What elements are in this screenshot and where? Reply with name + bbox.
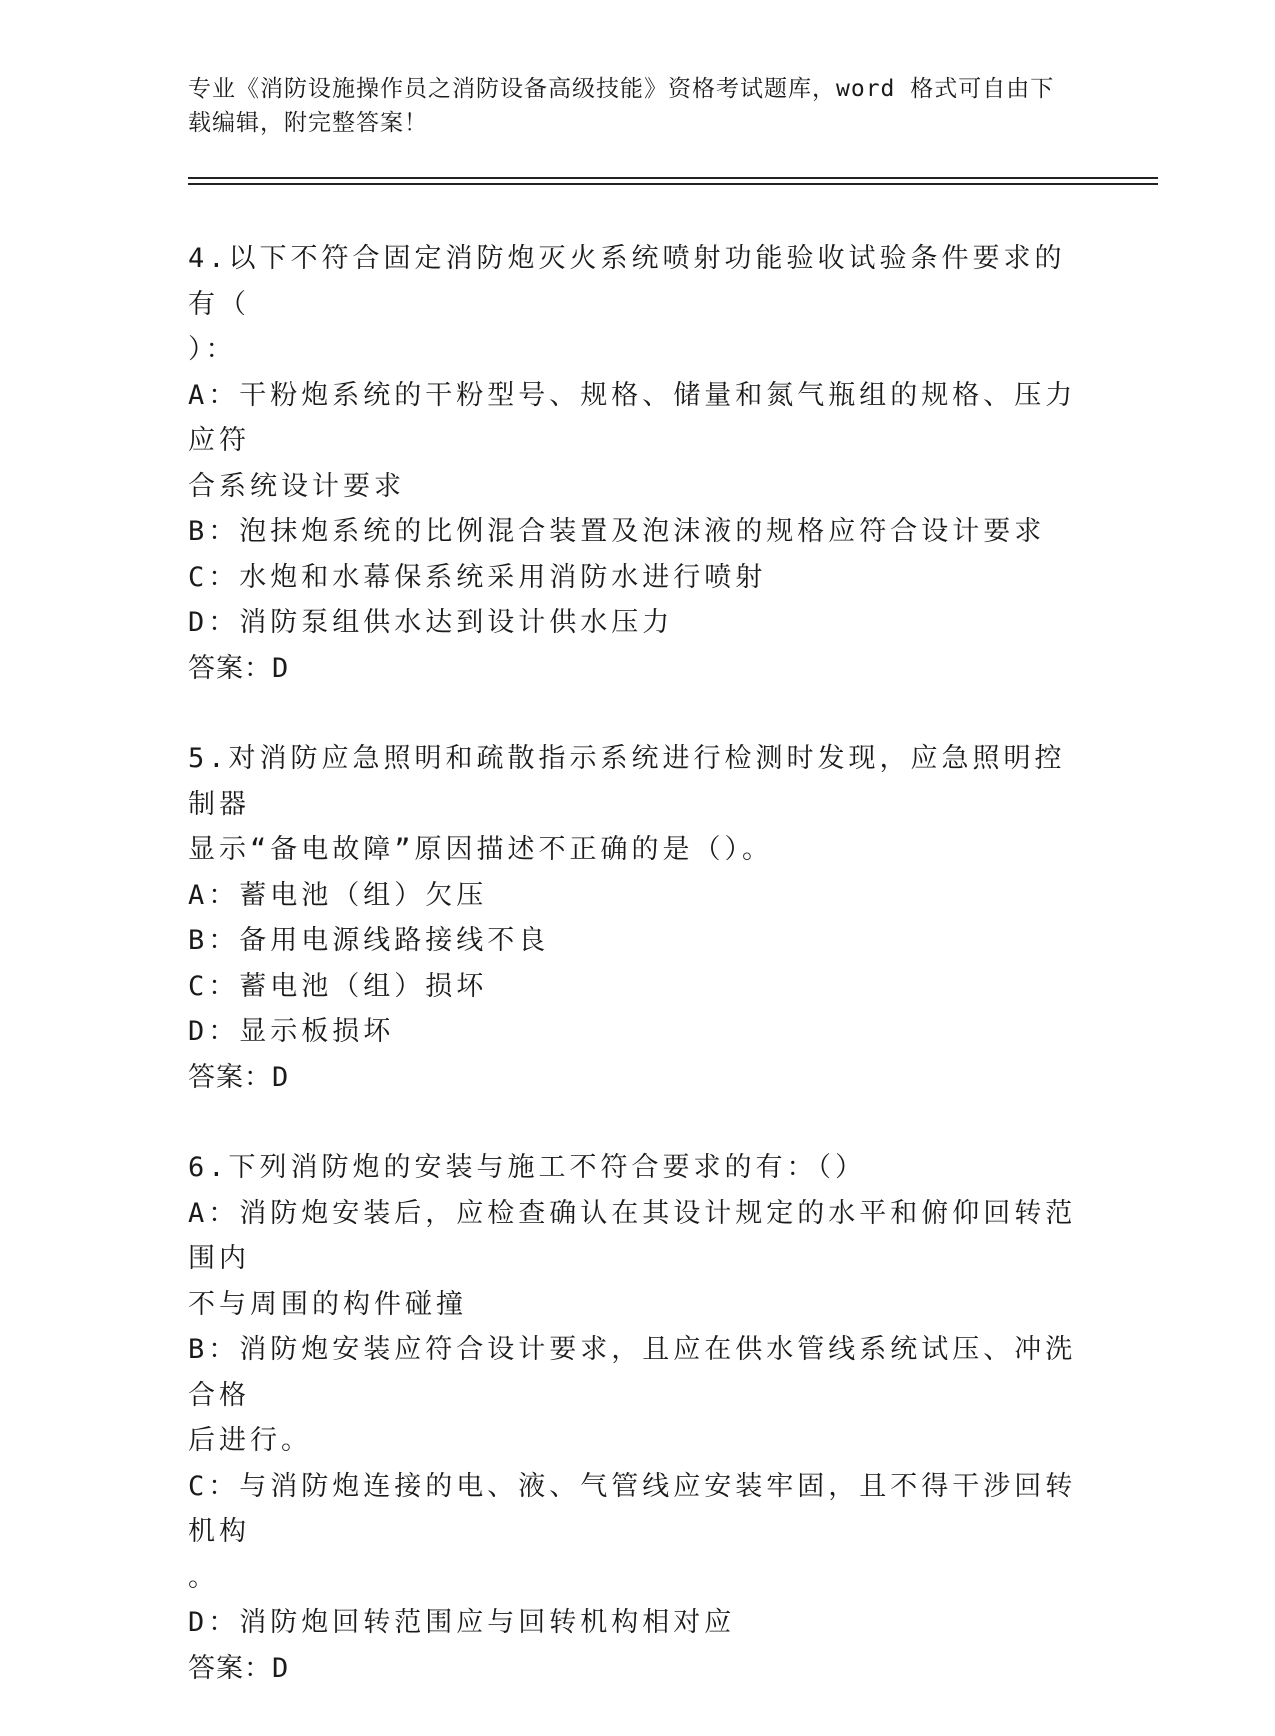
- option-c-line: C：与消防炮连接的电、液、气管线应安装牢固，且不得干涉回转机构: [188, 1470, 1077, 1547]
- header-divider-bottom: [188, 183, 1158, 185]
- question-stem-line: 4.以下不符合固定消防炮灭火系统喷射功能验收试验条件要求的有（: [188, 243, 1066, 320]
- option-d-line: D：消防炮回转范围应与回转机构相对应: [188, 1607, 736, 1638]
- question-4: [188, 236, 1078, 691]
- answer-text: 答案：D: [188, 652, 290, 684]
- option-c-line: 。: [188, 1561, 219, 1593]
- header-line-1: 专业《消防设施操作员之消防设备高级技能》资格考试题库，word 格式可自由下: [188, 76, 1055, 102]
- option-b-line: B：备用电源线路接线不良: [188, 925, 550, 956]
- option-a-line: A：蓄电池（组）欠压: [188, 879, 488, 911]
- question-5: [188, 736, 1078, 1100]
- option-b-line: B：消防炮安装应符合设计要求，且应在供水管线系统试压、冲洗合格: [188, 1334, 1077, 1411]
- option-b-line: 后进行。: [188, 1425, 312, 1456]
- option-a-line: 不与周围的构件碰撞: [188, 1288, 467, 1320]
- question-stem-line: 5.对消防应急照明和疏散指示系统进行检测时发现，应急照明控制器: [188, 743, 1066, 820]
- question-list: [188, 236, 1078, 1736]
- answer-text: 答案：D: [188, 1652, 290, 1684]
- question-stem-line: 6.下列消防炮的安装与施工不符合要求的有：（）: [188, 1152, 867, 1183]
- question-stem-line: ）：: [188, 334, 237, 365]
- option-c-line: C：水炮和水幕保系统采用消防水进行喷射: [188, 561, 767, 593]
- option-a-line: A：干粉炮系统的干粉型号、规格、储量和氮气瓶组的规格、压力应符: [188, 379, 1077, 456]
- question-6: [188, 1145, 1078, 1691]
- option-a-line: A：消防炮安装后，应检查确认在其设计规定的水平和俯仰回转范围内: [188, 1197, 1077, 1274]
- option-c-line: C：蓄电池（组）损坏: [188, 970, 488, 1002]
- document-header: [188, 72, 1068, 140]
- answer-text: 答案：D: [188, 1061, 290, 1093]
- option-a-line: 合系统设计要求: [188, 470, 405, 502]
- option-d-line: D：消防泵组供水达到设计供水压力: [188, 607, 674, 638]
- header-line-2: 载编辑，附完整答案！: [188, 110, 428, 136]
- option-d-line: D：显示板损坏: [188, 1016, 395, 1047]
- question-stem-line: 显示“备电故障”原因描述不正确的是（）。: [188, 834, 774, 865]
- option-b-line: B：泡抹炮系统的比例混合装置及泡沫液的规格应符合设计要求: [188, 516, 1046, 547]
- header-divider-top: [188, 177, 1158, 179]
